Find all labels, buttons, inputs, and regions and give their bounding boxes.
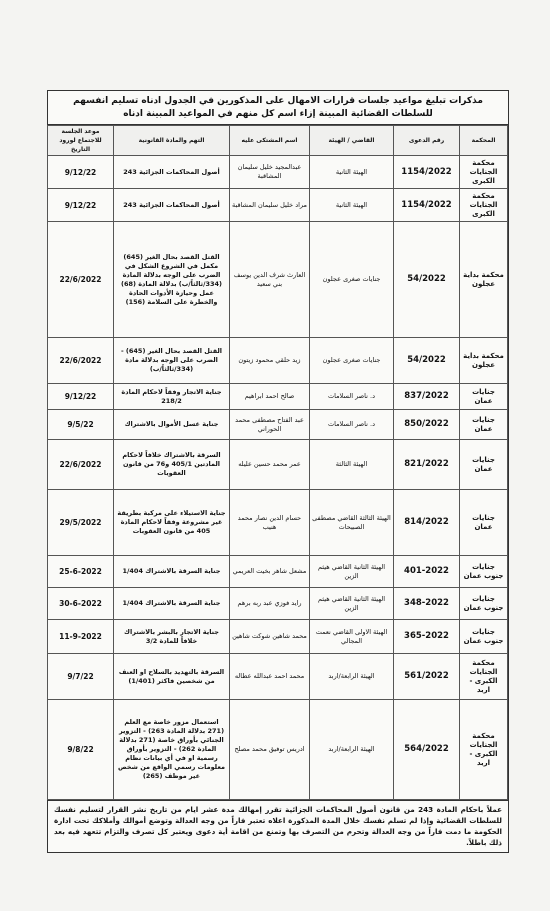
- date-cell: 25-6-2022: [48, 556, 114, 588]
- date-cell: 11-9-2022: [48, 620, 114, 654]
- judge-cell: الهيئة الثانية القاضي هيثم الزين: [310, 588, 394, 620]
- table-row: [48, 384, 508, 410]
- defendant-cell: عمر محمد حسين عليله: [230, 440, 310, 490]
- court-cell: جنايات عمان: [460, 490, 508, 556]
- date-cell: 9/12/22: [48, 156, 114, 189]
- defendants-table: [47, 125, 508, 800]
- judge-cell: جنايات صغرى عجلون: [310, 222, 394, 338]
- table-row: [48, 440, 508, 490]
- table-row: [48, 156, 508, 189]
- table-row: [48, 700, 508, 800]
- judge-cell: الهيئة الثانية: [310, 189, 394, 222]
- charge-cell: السرقة بالاشتراك خلافاً لاحكام المادتين 405/1 و76 من قانون العقوبات: [114, 440, 230, 490]
- charge-cell: السرقة بالتهديد بالسلاح او العنف من شخصين فاكثر (1/401): [114, 654, 230, 700]
- date-cell: 30-6-2022: [48, 588, 114, 620]
- table-header-row: [48, 126, 508, 156]
- case-number-cell: 54/2022: [394, 338, 460, 384]
- case-number-cell: 1154/2022: [394, 189, 460, 222]
- charge-cell: جناية الاستيلاء على مركبة بطريقة غير مشروعة وفقاً لاحكام المادة 405 من قانون العقوبات: [114, 490, 230, 556]
- court-cell: محكمة الجنايات الكبرى: [460, 156, 508, 189]
- defendant-cell: صالح احمد ابراهيم: [230, 384, 310, 410]
- table-row: [48, 620, 508, 654]
- defendant-cell: ادريس توفيق محمد مصلح: [230, 700, 310, 800]
- defendant-cell: محمد احمد عبدالله عطاله: [230, 654, 310, 700]
- table-row: [48, 410, 508, 440]
- judge-cell: د. ناصر السلامات: [310, 410, 394, 440]
- court-cell: جنايات جنوب عمان: [460, 620, 508, 654]
- date-cell: 29/5/2022: [48, 490, 114, 556]
- court-cell: محكمة بداية عجلون: [460, 222, 508, 338]
- judge-cell: د. ناصر السلامات: [310, 384, 394, 410]
- case-number-cell: 821/2022: [394, 440, 460, 490]
- date-cell: 22/6/2022: [48, 222, 114, 338]
- date-cell: 9/12/22: [48, 384, 114, 410]
- date-cell: 9/7/22: [48, 654, 114, 700]
- court-cell: جنايات عمان: [460, 410, 508, 440]
- notice-document: [47, 90, 509, 853]
- column-header-charges: التهم والمادة القانونية: [114, 126, 230, 156]
- case-number-cell: 837/2022: [394, 384, 460, 410]
- date-cell: 9/8/22: [48, 700, 114, 800]
- charge-cell: القتل القصد بحال الغير (645) مكمل في الشروع الشكل في الضرب على الوجه بدلالة المادة (334/ثالثاً/ب) بدلالة المادة (68) عمل وحيازة الأدوات الحادة والخطرة على السلامة (156): [114, 222, 230, 338]
- case-number-cell: 348-2022: [394, 588, 460, 620]
- judge-cell: الهيئة الثالثة: [310, 440, 394, 490]
- table-row: [48, 588, 508, 620]
- court-cell: جنايات جنوب عمان: [460, 556, 508, 588]
- charge-cell: جناية السرقة بالاشتراك 1/404: [114, 588, 230, 620]
- table-row: [48, 654, 508, 700]
- charge-cell: أصول المحاكمات الجزائية 243: [114, 156, 230, 189]
- defendant-cell: رايد فوزي عبد ربه برهم: [230, 588, 310, 620]
- column-header-hearing-date: موعد الجلسة للاجتماع لورود التاريخ: [48, 126, 114, 156]
- judge-cell: الهيئة الثالثة القاضي مصطفى الصبيحات: [310, 490, 394, 556]
- date-cell: 22/6/2022: [48, 338, 114, 384]
- column-header-court: المحكمة: [460, 126, 508, 156]
- table-row: [48, 490, 508, 556]
- judge-cell: الهيئة الثانية: [310, 156, 394, 189]
- charge-cell: استعمال مزور خاصة مع العلم (271 بدلالة المادة 263) - التزوير الجنائي بأوراق خاصة (271 بدلالة المادة 262) - التزوير بأوراق رسمية او في أي بيانات نظام معلومات رسمي الواقع من شخص غير موظف (265): [114, 700, 230, 800]
- judge-cell: الهيئة الثانية القاضي هيثم الزين: [310, 556, 394, 588]
- table-row: [48, 338, 508, 384]
- charge-cell: أصول المحاكمات الجزائية 243: [114, 189, 230, 222]
- judge-cell: الهيئة الرابعة/اربد: [310, 700, 394, 800]
- judge-cell: الهيئة الرابعة/اربد: [310, 654, 394, 700]
- case-number-cell: 54/2022: [394, 222, 460, 338]
- court-cell: محكمة الجنايات الكبرى - اربد: [460, 654, 508, 700]
- case-number-cell: 561/2022: [394, 654, 460, 700]
- charge-cell: القتل القصد بحال الغير (645) - الضرب على الوجه بدلالة مادة (334/ثالثاً/ب): [114, 338, 230, 384]
- defendant-cell: زيد حلقي محمود زيتون: [230, 338, 310, 384]
- column-header-defendant: اسم المشتكى عليه: [230, 126, 310, 156]
- court-cell: محكمة الجنايات الكبرى: [460, 189, 508, 222]
- court-cell: جنايات جنوب عمان: [460, 588, 508, 620]
- court-cell: جنايات عمان: [460, 440, 508, 490]
- judge-cell: جنايات صغرى عجلون: [310, 338, 394, 384]
- table-row: [48, 556, 508, 588]
- case-number-cell: 814/2022: [394, 490, 460, 556]
- table-row: [48, 189, 508, 222]
- date-cell: 9/12/22: [48, 189, 114, 222]
- legal-notice-paragraph: عملاً باحكام المادة 243 من قانون أصول المحاكمات الجزائية تقرر إمهالك مدة عشر ايام من تاريخ نشر القرار لتسليم نفسك للسلطات القضائية وإذا لم تسلم نفسك خلال المدة المذكورة اعلاه تعتبر فاراً من وجه العدالة وتوضع أموالك وأملاكك تحت ادارة الحكومة ما دمت فاراً من وجه العدالة وتحرم من التصرف بها وتمنع من اقامة أية دعوى ويعتبر كل تصرف والتزام تتعهد فيه بعد ذلك باطلاً.: [48, 800, 508, 852]
- column-header-case-number: رقم الدعوى: [394, 126, 460, 156]
- court-cell: جنايات عمان: [460, 384, 508, 410]
- charge-cell: جناية الاتجار بالبشر بالاشتراك خلافاً للمادة 3/2: [114, 620, 230, 654]
- case-number-cell: 850/2022: [394, 410, 460, 440]
- defendant-cell: عبد الفتاح مصطفى محمد الحوراني: [230, 410, 310, 440]
- court-cell: محكمة بداية عجلون: [460, 338, 508, 384]
- defendant-cell: عبدالمجيد خليل سليمان المشاقبة: [230, 156, 310, 189]
- case-number-cell: 564/2022: [394, 700, 460, 800]
- charge-cell: جناية الاتجار وفقاً لاحكام المادة 218/2: [114, 384, 230, 410]
- date-cell: 9/5/22: [48, 410, 114, 440]
- case-number-cell: 365-2022: [394, 620, 460, 654]
- date-cell: 22/6/2022: [48, 440, 114, 490]
- charge-cell: جناية السرقة بالاشتراك 1/404: [114, 556, 230, 588]
- defendant-cell: محمد شاهين شوكت شاهين: [230, 620, 310, 654]
- defendant-cell: مشعل شاهر بخيت العريمي: [230, 556, 310, 588]
- judge-cell: الهيئة الاولى القاضي نعمت المجالي: [310, 620, 394, 654]
- case-number-cell: 401-2022: [394, 556, 460, 588]
- notice-title: مذكرات تبليغ مواعيد جلسات قرارات الامهال على المذكورين في الجدول ادناه تسليم انفسهم للسلطات القضائية المبينة إزاء اسم كل منهم في المواعيد المبينة ادناه: [48, 91, 508, 125]
- table-row: [48, 222, 508, 338]
- defendant-cell: حسام الدين نصار محمد هنيب: [230, 490, 310, 556]
- defendant-cell: مراد خليل سليمان المشاقبة: [230, 189, 310, 222]
- court-cell: محكمة الجنايات الكبرى - اربد: [460, 700, 508, 800]
- column-header-judge: القاضي / الهيئة: [310, 126, 394, 156]
- case-number-cell: 1154/2022: [394, 156, 460, 189]
- charge-cell: جناية غسل الأموال بالاشتراك: [114, 410, 230, 440]
- defendant-cell: العارث شرف الدين يوسف بني سعيد: [230, 222, 310, 338]
